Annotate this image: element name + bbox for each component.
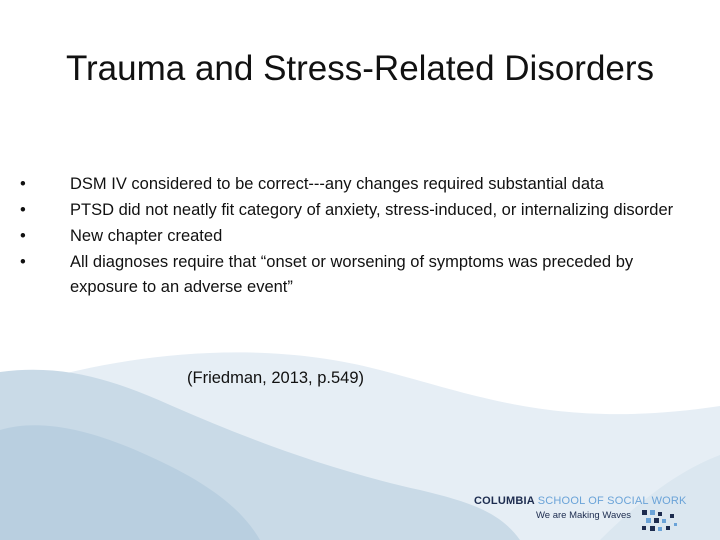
- bullet-item: [20, 198, 700, 223]
- bullet-text: All diagnoses require that “onset or worsening of symptoms was preceded by exposure to an adverse event”: [70, 253, 634, 296]
- bullet-marker: •: [20, 253, 26, 271]
- citation: (Friedman, 2013, p.549): [187, 369, 365, 387]
- bullet-text: PTSD did not neatly fit category of anxiety, stress-induced, or internalizing disorder: [70, 201, 674, 219]
- bullet-text: New chapter created: [70, 227, 223, 245]
- logo-tagline: We are Making Waves: [536, 510, 632, 521]
- slide-title: Trauma and Stress-Related Disorders: [65, 49, 655, 88]
- bullet-list: [20, 172, 700, 301]
- bullet-item: [20, 250, 700, 300]
- logo-school-text: SCHOOL OF SOCIAL WORK: [537, 495, 687, 507]
- dots-pattern-icon: [640, 508, 720, 535]
- bullet-text: DSM IV considered to be correct---any changes required substantial data: [70, 175, 604, 193]
- bullet-marker: •: [20, 175, 26, 193]
- logo-columbia-text: COLUMBIA: [474, 495, 535, 507]
- bullet-item: [20, 224, 700, 249]
- columbia-school-logo: [474, 495, 720, 535]
- logo-wordmark: [474, 495, 687, 507]
- bullet-item: [20, 172, 700, 197]
- bullet-marker: •: [20, 201, 26, 219]
- bullet-marker: •: [20, 227, 26, 245]
